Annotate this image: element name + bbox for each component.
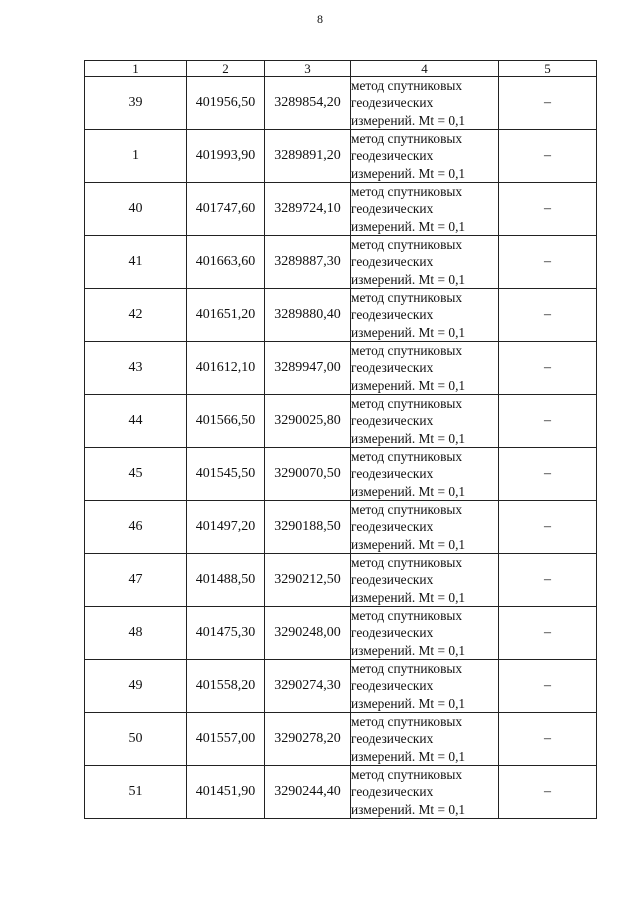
method-line: метод спутниковых	[351, 184, 463, 200]
x-coordinate-cell: 401488,50	[187, 554, 265, 607]
method-line: измерений. Mt = 0,1	[351, 430, 466, 446]
method-cell	[351, 660, 499, 713]
x-coordinate-cell: 401651,20	[187, 289, 265, 342]
method-line: метод спутниковых	[351, 290, 463, 306]
method-line: измерений. Mt = 0,1	[351, 377, 466, 393]
method-cell	[351, 130, 499, 183]
method-line: измерений. Mt = 0,1	[351, 324, 466, 340]
method-line: метод спутниковых	[351, 555, 463, 571]
header-row	[85, 61, 597, 77]
method-cell	[351, 554, 499, 607]
method-line: геодезических	[351, 148, 434, 164]
method-line: метод спутниковых	[351, 714, 463, 730]
y-coordinate-cell: 3289891,20	[265, 130, 351, 183]
y-coordinate-cell: 3290274,30	[265, 660, 351, 713]
method-line: геодезических	[351, 254, 434, 270]
method-line: измерений. Mt = 0,1	[351, 483, 466, 499]
method-line: геодезических	[351, 519, 434, 535]
point-number-cell: 43	[85, 342, 187, 395]
method-line: метод спутниковых	[351, 449, 463, 465]
point-number-cell: 39	[85, 77, 187, 130]
method-line: измерений. Mt = 0,1	[351, 165, 466, 181]
method-cell	[351, 342, 499, 395]
table-row	[85, 395, 597, 448]
table-row	[85, 713, 597, 766]
accuracy-cell: –	[499, 554, 597, 607]
method-cell	[351, 236, 499, 289]
y-coordinate-cell: 3289724,10	[265, 183, 351, 236]
method-cell	[351, 395, 499, 448]
method-line: метод спутниковых	[351, 396, 463, 412]
method-line: геодезических	[351, 466, 434, 482]
method-line: измерений. Mt = 0,1	[351, 218, 466, 234]
method-line: метод спутниковых	[351, 767, 463, 783]
point-number-cell: 45	[85, 448, 187, 501]
table-row	[85, 766, 597, 819]
y-coordinate-cell: 3290188,50	[265, 501, 351, 554]
column-header: 5	[499, 61, 597, 77]
accuracy-cell: –	[499, 501, 597, 554]
method-line: геодезических	[351, 201, 434, 217]
x-coordinate-cell: 401475,30	[187, 607, 265, 660]
x-coordinate-cell: 401558,20	[187, 660, 265, 713]
method-line: измерений. Mt = 0,1	[351, 801, 466, 817]
table-row	[85, 130, 597, 183]
column-header: 4	[351, 61, 499, 77]
method-line: измерений. Mt = 0,1	[351, 642, 466, 658]
method-cell	[351, 501, 499, 554]
point-number-cell: 50	[85, 713, 187, 766]
accuracy-cell: –	[499, 77, 597, 130]
y-coordinate-cell: 3289887,30	[265, 236, 351, 289]
table-body	[85, 77, 597, 819]
accuracy-cell: –	[499, 289, 597, 342]
method-line: метод спутниковых	[351, 343, 463, 359]
method-line: геодезических	[351, 413, 434, 429]
accuracy-cell: –	[499, 183, 597, 236]
y-coordinate-cell: 3290070,50	[265, 448, 351, 501]
method-cell	[351, 183, 499, 236]
table-row	[85, 289, 597, 342]
table-row	[85, 183, 597, 236]
method-line: геодезических	[351, 307, 434, 323]
method-cell	[351, 289, 499, 342]
method-line: геодезических	[351, 784, 434, 800]
x-coordinate-cell: 401993,90	[187, 130, 265, 183]
table-row	[85, 660, 597, 713]
y-coordinate-cell: 3290212,50	[265, 554, 351, 607]
x-coordinate-cell: 401612,10	[187, 342, 265, 395]
accuracy-cell: –	[499, 236, 597, 289]
table-row	[85, 554, 597, 607]
method-line: геодезических	[351, 731, 434, 747]
table-row	[85, 236, 597, 289]
point-number-cell: 40	[85, 183, 187, 236]
y-coordinate-cell: 3290248,00	[265, 607, 351, 660]
point-number-cell: 1	[85, 130, 187, 183]
y-coordinate-cell: 3289947,00	[265, 342, 351, 395]
column-header: 1	[85, 61, 187, 77]
accuracy-cell: –	[499, 448, 597, 501]
method-line: измерений. Mt = 0,1	[351, 748, 466, 764]
table-row	[85, 607, 597, 660]
accuracy-cell: –	[499, 130, 597, 183]
y-coordinate-cell: 3290244,40	[265, 766, 351, 819]
accuracy-cell: –	[499, 713, 597, 766]
method-line: геодезических	[351, 625, 434, 641]
table-row	[85, 448, 597, 501]
method-line: измерений. Mt = 0,1	[351, 536, 466, 552]
accuracy-cell: –	[499, 766, 597, 819]
method-line: метод спутниковых	[351, 237, 463, 253]
table-row	[85, 77, 597, 130]
table-row	[85, 342, 597, 395]
coordinates-table	[84, 60, 597, 819]
method-line: измерений. Mt = 0,1	[351, 112, 466, 128]
method-cell	[351, 713, 499, 766]
method-line: измерений. Mt = 0,1	[351, 589, 466, 605]
method-line: геодезических	[351, 572, 434, 588]
point-number-cell: 41	[85, 236, 187, 289]
column-header: 3	[265, 61, 351, 77]
y-coordinate-cell: 3289854,20	[265, 77, 351, 130]
y-coordinate-cell: 3290025,80	[265, 395, 351, 448]
method-cell	[351, 448, 499, 501]
method-cell	[351, 77, 499, 130]
point-number-cell: 47	[85, 554, 187, 607]
method-line: геодезических	[351, 95, 434, 111]
method-line: метод спутниковых	[351, 131, 463, 147]
y-coordinate-cell: 3290278,20	[265, 713, 351, 766]
x-coordinate-cell: 401451,90	[187, 766, 265, 819]
page-number: 8	[317, 12, 323, 26]
point-number-cell: 46	[85, 501, 187, 554]
method-line: метод спутниковых	[351, 608, 463, 624]
column-header: 2	[187, 61, 265, 77]
x-coordinate-cell: 401557,00	[187, 713, 265, 766]
point-number-cell: 51	[85, 766, 187, 819]
method-line: измерений. Mt = 0,1	[351, 695, 466, 711]
method-line: геодезических	[351, 678, 434, 694]
method-line: метод спутниковых	[351, 661, 463, 677]
accuracy-cell: –	[499, 342, 597, 395]
method-cell	[351, 766, 499, 819]
x-coordinate-cell: 401747,60	[187, 183, 265, 236]
x-coordinate-cell: 401956,50	[187, 77, 265, 130]
accuracy-cell: –	[499, 660, 597, 713]
x-coordinate-cell: 401545,50	[187, 448, 265, 501]
accuracy-cell: –	[499, 607, 597, 660]
method-line: измерений. Mt = 0,1	[351, 271, 466, 287]
accuracy-cell: –	[499, 395, 597, 448]
x-coordinate-cell: 401566,50	[187, 395, 265, 448]
point-number-cell: 42	[85, 289, 187, 342]
point-number-cell: 49	[85, 660, 187, 713]
point-number-cell: 48	[85, 607, 187, 660]
x-coordinate-cell: 401497,20	[187, 501, 265, 554]
x-coordinate-cell: 401663,60	[187, 236, 265, 289]
method-line: метод спутниковых	[351, 502, 463, 518]
y-coordinate-cell: 3289880,40	[265, 289, 351, 342]
method-line: геодезических	[351, 360, 434, 376]
method-cell	[351, 607, 499, 660]
method-line: метод спутниковых	[351, 78, 463, 94]
point-number-cell: 44	[85, 395, 187, 448]
table-row	[85, 501, 597, 554]
